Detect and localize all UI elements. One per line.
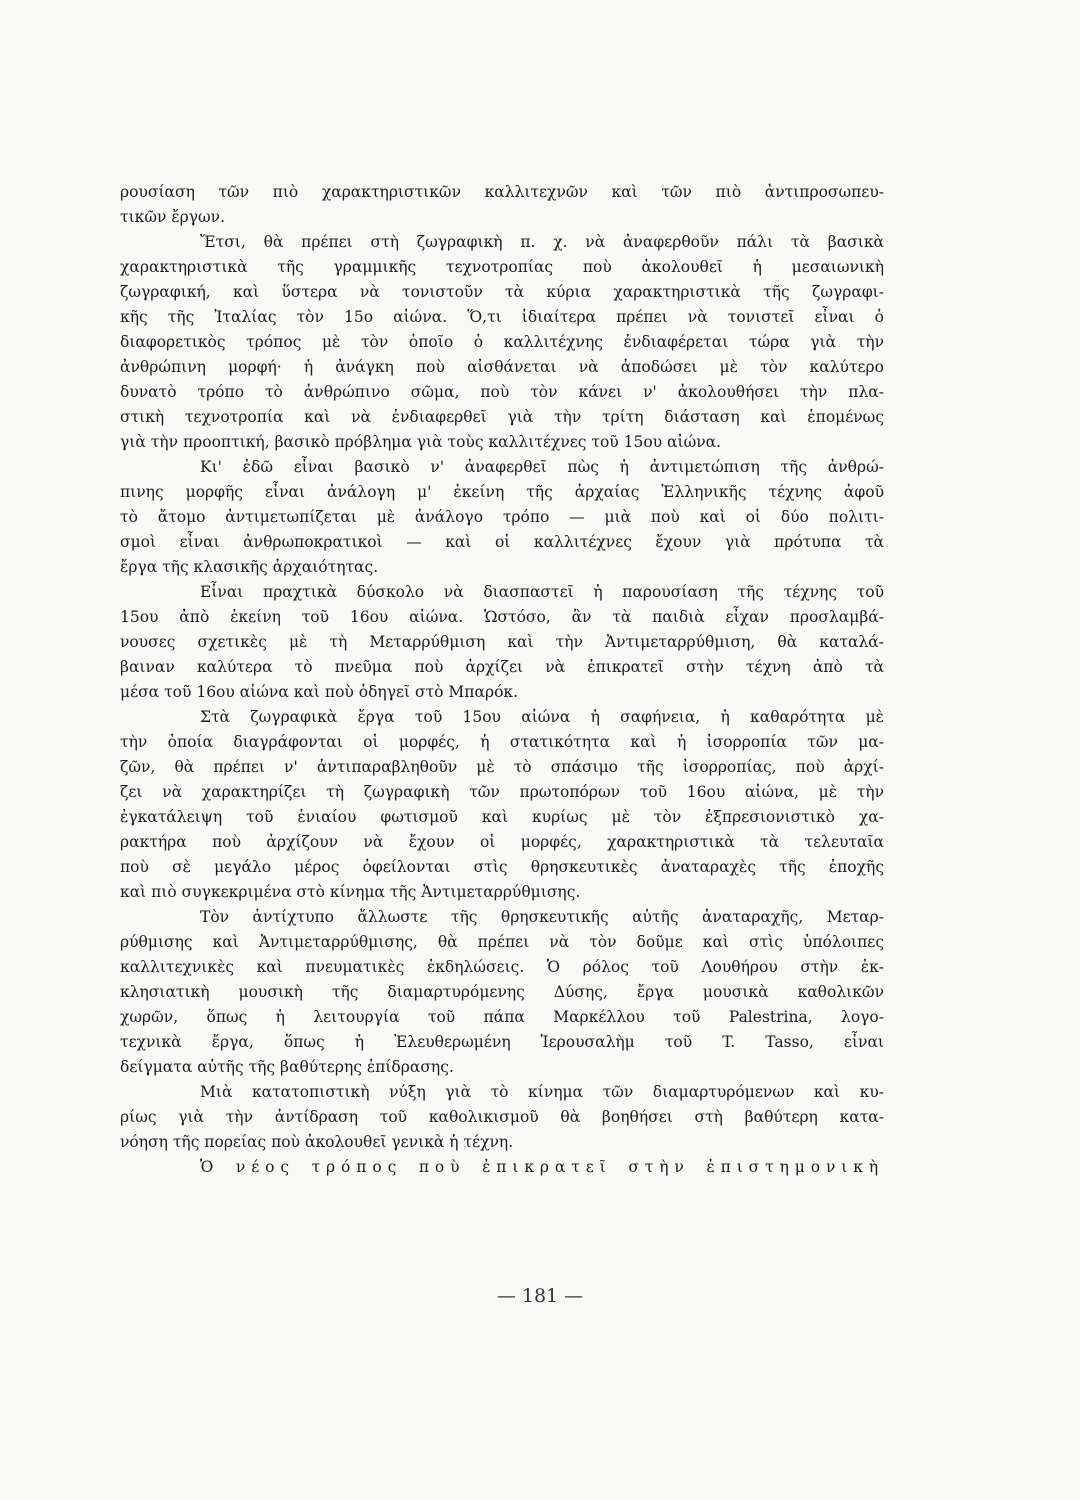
text-line: δυνατὸ τρόπο τὸ ἀνθρώπινο σῶμα, ποὺ τὸν κάνει ν' ἀκολουθήσει τὴν πλα- [120,383,884,401]
text-line: ρακτήρα ποὺ ἀρχίζουν νὰ ἔχουν οἱ μορφές, χαρακτηριστικὰ τὰ τελευταῖα [120,833,884,851]
text-line: μέσα τοῦ 16ου αἰώνα καὶ ποὺ ὁδηγεῖ στὸ Μπαρόκ. [120,683,519,701]
text-line: ρουσίαση τῶν πιὸ χαρακτηριστικῶν καλλιτεχνῶν καὶ τῶν πιὸ ἀντιπροσωπευ- [120,183,884,201]
text-line: τὸ ἄτομο ἀντιμετωπίζεται μὲ ἀνάλογο τρόπο — μιὰ ποὺ καὶ οἱ δύο πολιτι- [120,508,884,526]
text-line: ἀνθρώπινη μορφή· ἡ ἀνάγκη ποὺ αἰσθάνεται νὰ ἀποδώσει μὲ τὸν καλύτερο [120,358,884,376]
text-line: κῆς τῆς Ἰταλίας τὸν 15ο αἰώνα. Ὅ,τι ἰδιαίτερα πρέπει νὰ τονιστεῖ εἶναι ὁ [120,308,884,326]
text-line: βαιναν καλύτερα τὸ πνεῦμα ποὺ ἀρχίζει νὰ ἐπικρατεῖ στὴν τέχνη ἀπὸ τὰ [120,658,884,676]
text-line: πινης μορφῆς εἶναι ἀνάλογη μ' ἐκείνη τῆς ἀρχαίας Ἑλληνικῆς τέχνης ἀφοῦ [120,483,884,501]
text-line: τεχνικὰ ἔργα, ὅπως ἡ Ἐλευθερωμένη Ἱερουσαλὴμ τοῦ T. Tasso, εἶναι [120,1033,884,1051]
page-number: — 181 — [496,1285,584,1307]
text-line: διαφορετικὸς τρόπος μὲ τὸν ὁποῖο ὁ καλλιτέχνης ἐνδιαφέρεται τώρα γιὰ τὴν [120,333,884,351]
paragraph-start: Στὰ ζωγραφικὰ ἔργα τοῦ 15ου αἰώνα ἡ σαφήνεια, ἡ καθαρότητα μὲ [200,708,884,726]
text-line: ζει νὰ χαρακτηρίζει τὴ ζωγραφικὴ τῶν πρωτοπόρων τοῦ 16ου αἰώνα, μὲ τὴν [120,783,884,801]
text-line: ζῶν, θὰ πρέπει ν' ἀντιπαραβληθοῦν μὲ τὸ σπάσιμο τῆς ἰσορροπίας, ποὺ ἀρχί- [120,758,884,776]
text-line: ἐγκατάλειψη τοῦ ἑνιαίου φωτισμοῦ καὶ κυρίως μὲ τὸν ἐξπρεσιονιστικὸ χα- [120,808,884,826]
paragraph-start: Ἔτσι, θὰ πρέπει στὴ ζωγραφικὴ π. χ. νὰ ἀναφερθοῦν πάλι τὰ βασικὰ [200,233,884,251]
paragraph-start: Εἶναι πραχτικὰ δύσκολο νὰ διασπαστεῖ ἡ παρουσίαση τῆς τέχνης τοῦ [200,583,884,601]
text-line: ζωγραφική, καὶ ὕστερα νὰ τονιστοῦν τὰ κύρια χαρακτηριστικὰ τῆς ζωγραφι- [120,283,884,301]
text-line: χωρῶν, ὅπως ἡ λειτουργία τοῦ πάπα Μαρκέλλου τοῦ Palestrina, λογο- [120,1008,884,1026]
text-line: τικῶν ἔργων. [120,208,226,226]
text-line: καλλιτεχνικὲς καὶ πνευματικὲς ἐκδηλώσεις. Ὁ ρόλος τοῦ Λουθήρου στὴν ἐκ- [120,958,884,976]
text-line: ποὺ σὲ μεγάλο μέρος ὀφείλονται στὶς θρησκευτικὲς ἀναταραχὲς τῆς ἐποχῆς [120,858,884,876]
text-line: γιὰ τὴν προοπτική, βασικὸ πρόβλημα γιὰ τοὺς καλλιτέχνες τοῦ 15ου αἰώνα. [120,433,722,451]
text-line: ρίως γιὰ τὴν ἀντίδραση τοῦ καθολικισμοῦ θὰ βοηθήσει στὴ βαθύτερη κατα- [120,1108,884,1126]
text-line: νόηση τῆς πορείας ποὺ ἀκολουθεῖ γενικὰ ἡ τέχνη. [120,1133,514,1151]
text-line: νουσες σχετικὲς μὲ τὴ Μεταρρύθμιση καὶ τὴν Ἀντιμεταρρύθμιση, θὰ καταλά- [120,633,884,651]
paragraph-start: Κι' ἐδῶ εἶναι βασικὸ ν' ἀναφερθεῖ πὼς ἡ ἀντιμετώπιση τῆς ἀνθρώ- [200,458,884,476]
text-line: σμοὶ εἶναι ἀνθρωποκρατικοὶ — καὶ οἱ καλλιτέχνες ἔχουν γιὰ πρότυπα τὰ [120,533,884,551]
text-line: στικὴ τεχνοτροπία καὶ νὰ ἐνδιαφερθεῖ γιὰ τὴν τρίτη διάσταση καὶ ἑπομένως [120,408,884,426]
text-line: τὴν ὁποία διαγράφονται οἱ μορφές, ἡ στατικότητα καὶ ἡ ἰσορροπία τῶν μα- [120,733,884,751]
text-line: 15ου ἀπὸ ἐκείνη τοῦ 16ου αἰώνα. Ὡστόσο, ἂν τὰ παιδιὰ εἶχαν προσλαμβά- [120,608,884,626]
text-line: δείγματα αὐτῆς τῆς βαθύτερης ἐπίδρασης. [120,1058,454,1076]
paragraph-start: Ὁ νέος τρόπος ποὺ ἐπικρατεῖ στὴν ἐπιστημονικὴ [200,1158,884,1176]
paragraph-start: Τὸν ἀντίχτυπο ἄλλωστε τῆς θρησκευτικῆς αὐτῆς ἀναταραχῆς, Μεταρ- [200,908,884,926]
text-line: ἔργα τῆς κλασικῆς ἀρχαιότητας. [120,558,379,576]
text-line: ρύθμισης καὶ Ἀντιμεταρρύθμισης, θὰ πρέπει νὰ τὸν δοῦμε καὶ στὶς ὑπόλοιπες [120,933,884,951]
text-line: χαρακτηριστικὰ τῆς γραμμικῆς τεχνοτροπίας ποὺ ἀκολουθεῖ ἡ μεσαιωνικὴ [120,258,884,276]
body-text [120,180,884,1180]
paragraph-start: Μιὰ κατατοπιστικὴ νύξη γιὰ τὸ κίνημα τῶν διαμαρτυρόμενων καὶ κυ- [200,1083,884,1101]
text-line: καὶ πιὸ συγκεκριμένα στὸ κίνημα τῆς Ἀντιμεταρρύθμισης. [120,883,581,901]
text-line: κλησιατικὴ μουσικὴ τῆς διαμαρτυρόμενης Δύσης, ἔργα μουσικὰ καθολικῶν [120,983,884,1001]
